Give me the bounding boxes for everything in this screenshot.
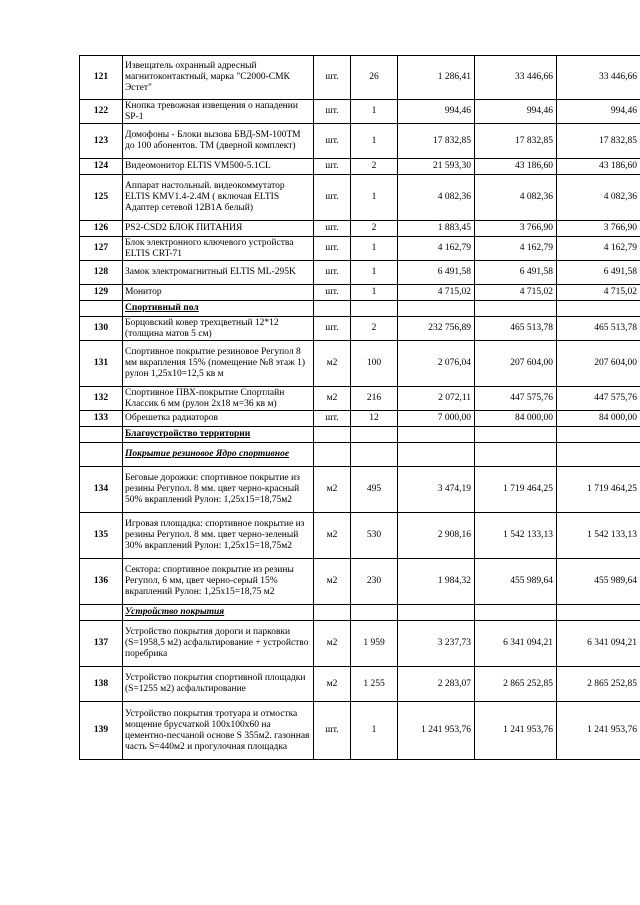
quantity-cell: 1 [351,100,398,124]
sum-cell: 2 865 252,85 [475,667,557,702]
item-description: Устройство покрытия тротуара и отмостка мощение брусчаткой 100х100х60 на цементно-песчаной основе S 355м2. газонная часть S=440м2 и прогулочная площадка [123,702,314,760]
sum-cell: 1 542 133,13 [475,513,557,559]
unit-price-cell: 232 756,89 [398,317,475,341]
unit-cell: шт. [314,159,351,175]
table-row [80,387,640,411]
table-row [80,411,640,427]
unit-cell: шт. [314,317,351,341]
item-description: Спортивный пол [123,301,314,317]
quantity-cell: 12 [351,411,398,427]
unit-cell [314,301,351,317]
total-cell: 1 719 464,25 [557,467,640,513]
row-number [80,605,123,621]
total-cell: 4 162,79 [557,237,640,261]
unit-price-cell: 4 715,02 [398,285,475,301]
unit-price-cell: 7 000,00 [398,411,475,427]
unit-cell [314,443,351,467]
unit-cell: шт. [314,237,351,261]
unit-cell: шт. [314,411,351,427]
section-row [80,301,640,317]
unit-cell: м2 [314,387,351,411]
row-number: 122 [80,100,123,124]
unit-price-cell: 2 908,16 [398,513,475,559]
item-description: Аппарат настольный. видеокоммутатор ELTIS KMV1.4-2.4M ( включая ELTIS Адаптер сетевой 12В1А белый) [123,175,314,221]
total-cell: 4 715,02 [557,285,640,301]
unit-price-cell: 21 593,30 [398,159,475,175]
sum-cell: 4 082,36 [475,175,557,221]
quantity-cell: 216 [351,387,398,411]
quantity-cell: 2 [351,159,398,175]
unit-price-cell: 17 832,85 [398,124,475,159]
unit-price-cell: 1 241 953,76 [398,702,475,760]
row-number: 134 [80,467,123,513]
total-cell: 455 989,64 [557,559,640,605]
unit-price-cell [398,605,475,621]
unit-price-cell: 4 082,36 [398,175,475,221]
row-number: 129 [80,285,123,301]
row-number: 127 [80,237,123,261]
unit-cell: шт. [314,221,351,237]
row-number: 131 [80,341,123,387]
row-number [80,301,123,317]
unit-cell: шт. [314,56,351,100]
sum-cell: 33 446,66 [475,56,557,100]
unit-price-cell: 3 237,73 [398,621,475,667]
quantity-cell: 2 [351,317,398,341]
unit-price-cell [398,301,475,317]
quantity-cell: 495 [351,467,398,513]
section-row [80,427,640,443]
quantity-cell: 1 [351,261,398,285]
item-description: Спортивное покрытие резиновое Регупол 8 мм вкрапления 15% (помещение №8 этаж 1) рулон 1,25х10=12,5 кв м [123,341,314,387]
item-description: Благоустройство территории [123,427,314,443]
total-cell [557,443,640,467]
row-number: 133 [80,411,123,427]
unit-cell: м2 [314,667,351,702]
sum-cell: 207 604,00 [475,341,557,387]
item-description: Борцовский ковер трехцветный 12*12 (толщина матов 5 см) [123,317,314,341]
item-description: Сектора: спортивное покрытие из резины Регупол, 6 мм, цвет черно-серый 15% вкраплений Рулон: 1,25х15=18,75 м2 [123,559,314,605]
quantity-cell: 2 [351,221,398,237]
item-description: Обрешетка радиаторов [123,411,314,427]
unit-cell: шт. [314,261,351,285]
sum-cell: 994,46 [475,100,557,124]
table-row [80,261,640,285]
table-row [80,100,640,124]
table-row [80,285,640,301]
item-description: Монитор [123,285,314,301]
subsection-row [80,443,640,467]
total-cell [557,605,640,621]
sum-cell: 17 832,85 [475,124,557,159]
quantity-cell [351,301,398,317]
row-number: 126 [80,221,123,237]
quantity-cell: 530 [351,513,398,559]
total-cell: 43 186,60 [557,159,640,175]
quantity-cell [351,427,398,443]
unit-cell: м2 [314,559,351,605]
row-number: 132 [80,387,123,411]
item-description: Извещатель охранный адресный магнитоконтактный, марка "С2000-СМК Эстет" [123,56,314,100]
row-number: 139 [80,702,123,760]
item-description: Беговые дорожки: спортивное покрытие из резины Регупол. 8 мм. цвет черно-красный 50% вкраплений Рулон: 1,25х15=18,75м2 [123,467,314,513]
row-number: 137 [80,621,123,667]
sum-cell [475,301,557,317]
row-number: 135 [80,513,123,559]
total-cell: 1 241 953,76 [557,702,640,760]
unit-cell: м2 [314,467,351,513]
quantity-cell [351,443,398,467]
total-cell [557,427,640,443]
unit-price-cell: 1 984,32 [398,559,475,605]
table-row [80,621,640,667]
sum-cell: 6 341 094,21 [475,621,557,667]
sum-cell [475,427,557,443]
row-number: 121 [80,56,123,100]
sum-cell: 4 715,02 [475,285,557,301]
row-number: 125 [80,175,123,221]
table-row [80,702,640,760]
quantity-cell: 1 [351,124,398,159]
table-row [80,56,640,100]
quantity-cell: 1 [351,702,398,760]
quantity-cell: 100 [351,341,398,387]
table-row [80,221,640,237]
table-row [80,667,640,702]
table-row [80,467,640,513]
item-description: Устройство покрытия дороги и парковки (S=1958,5 м2) асфальтирование + устройство поребрика [123,621,314,667]
unit-cell: м2 [314,341,351,387]
unit-price-cell: 6 491,58 [398,261,475,285]
sum-cell: 1 719 464,25 [475,467,557,513]
total-cell: 4 082,36 [557,175,640,221]
total-cell: 6 491,58 [557,261,640,285]
total-cell: 6 341 094,21 [557,621,640,667]
item-description: Видеомонитор ELTIS VM500-5.1CL [123,159,314,175]
row-number: 128 [80,261,123,285]
unit-price-cell: 994,46 [398,100,475,124]
total-cell: 2 865 252,85 [557,667,640,702]
total-cell: 465 513,78 [557,317,640,341]
unit-price-cell: 1 286,41 [398,56,475,100]
quantity-cell: 26 [351,56,398,100]
sum-cell [475,443,557,467]
table-row [80,341,640,387]
table-row [80,175,640,221]
sum-cell: 3 766,90 [475,221,557,237]
item-description: Покрытие резиновое Ядро спортивное [123,443,314,467]
quantity-cell: 1 [351,175,398,221]
total-cell: 17 832,85 [557,124,640,159]
item-description: Домофоны - Блоки вызова БВД-SM-100ТМ до 100 абонентов. ТМ (дверной комплект) [123,124,314,159]
unit-cell: шт. [314,124,351,159]
estimate-table [79,55,640,760]
subsection-row [80,605,640,621]
sum-cell: 4 162,79 [475,237,557,261]
unit-cell: м2 [314,621,351,667]
total-cell: 33 446,66 [557,56,640,100]
unit-cell: м2 [314,513,351,559]
row-number [80,427,123,443]
item-description: Кнопка тревожная извещения о нападении SP-1 [123,100,314,124]
quantity-cell: 1 [351,237,398,261]
unit-price-cell [398,427,475,443]
sum-cell: 455 989,64 [475,559,557,605]
quantity-cell: 1 [351,285,398,301]
table-row [80,159,640,175]
table-row [80,237,640,261]
row-number [80,443,123,467]
total-cell: 207 604,00 [557,341,640,387]
row-number: 130 [80,317,123,341]
table-row [80,513,640,559]
total-cell: 994,46 [557,100,640,124]
sum-cell: 1 241 953,76 [475,702,557,760]
item-description: PS2-CSD2 БЛОК ПИТАНИЯ [123,221,314,237]
item-description: Спортивное ПВХ-покрытие Спортлайн Классик 6 мм (рулон 2х18 м=36 кв м) [123,387,314,411]
unit-cell [314,427,351,443]
total-cell [557,301,640,317]
total-cell: 447 575,76 [557,387,640,411]
quantity-cell: 1 255 [351,667,398,702]
sum-cell: 6 491,58 [475,261,557,285]
unit-price-cell: 4 162,79 [398,237,475,261]
item-description: Блок электронного ключевого устройства ELTIS CRT-71 [123,237,314,261]
quantity-cell: 230 [351,559,398,605]
table-row [80,559,640,605]
unit-cell: шт. [314,100,351,124]
unit-cell: шт. [314,175,351,221]
sum-cell [475,605,557,621]
unit-price-cell: 2 283,07 [398,667,475,702]
item-description: Игровая площадка: спортивное покрытие из резины Регупол. 8 мм. цвет черно-зеленый 30% вкраплений Рулон: 1,25х15=18,75м2 [123,513,314,559]
total-cell: 3 766,90 [557,221,640,237]
unit-price-cell: 2 072,11 [398,387,475,411]
table-row [80,124,640,159]
unit-price-cell [398,443,475,467]
sum-cell: 43 186,60 [475,159,557,175]
row-number: 138 [80,667,123,702]
sum-cell: 447 575,76 [475,387,557,411]
row-number: 124 [80,159,123,175]
item-description: Замок электромагнитный ELTIS ML-295K [123,261,314,285]
unit-price-cell: 3 474,19 [398,467,475,513]
sum-cell: 465 513,78 [475,317,557,341]
unit-price-cell: 2 076,04 [398,341,475,387]
quantity-cell: 1 959 [351,621,398,667]
total-cell: 1 542 133,13 [557,513,640,559]
unit-cell: шт. [314,702,351,760]
table-row [80,317,640,341]
quantity-cell [351,605,398,621]
unit-cell [314,605,351,621]
row-number: 136 [80,559,123,605]
item-description: Устройство покрытия [123,605,314,621]
sum-cell: 84 000,00 [475,411,557,427]
row-number: 123 [80,124,123,159]
item-description: Устройство покрытия спортивной площадки (S=1255 м2) асфальтирование [123,667,314,702]
unit-price-cell: 1 883,45 [398,221,475,237]
total-cell: 84 000,00 [557,411,640,427]
unit-cell: шт. [314,285,351,301]
